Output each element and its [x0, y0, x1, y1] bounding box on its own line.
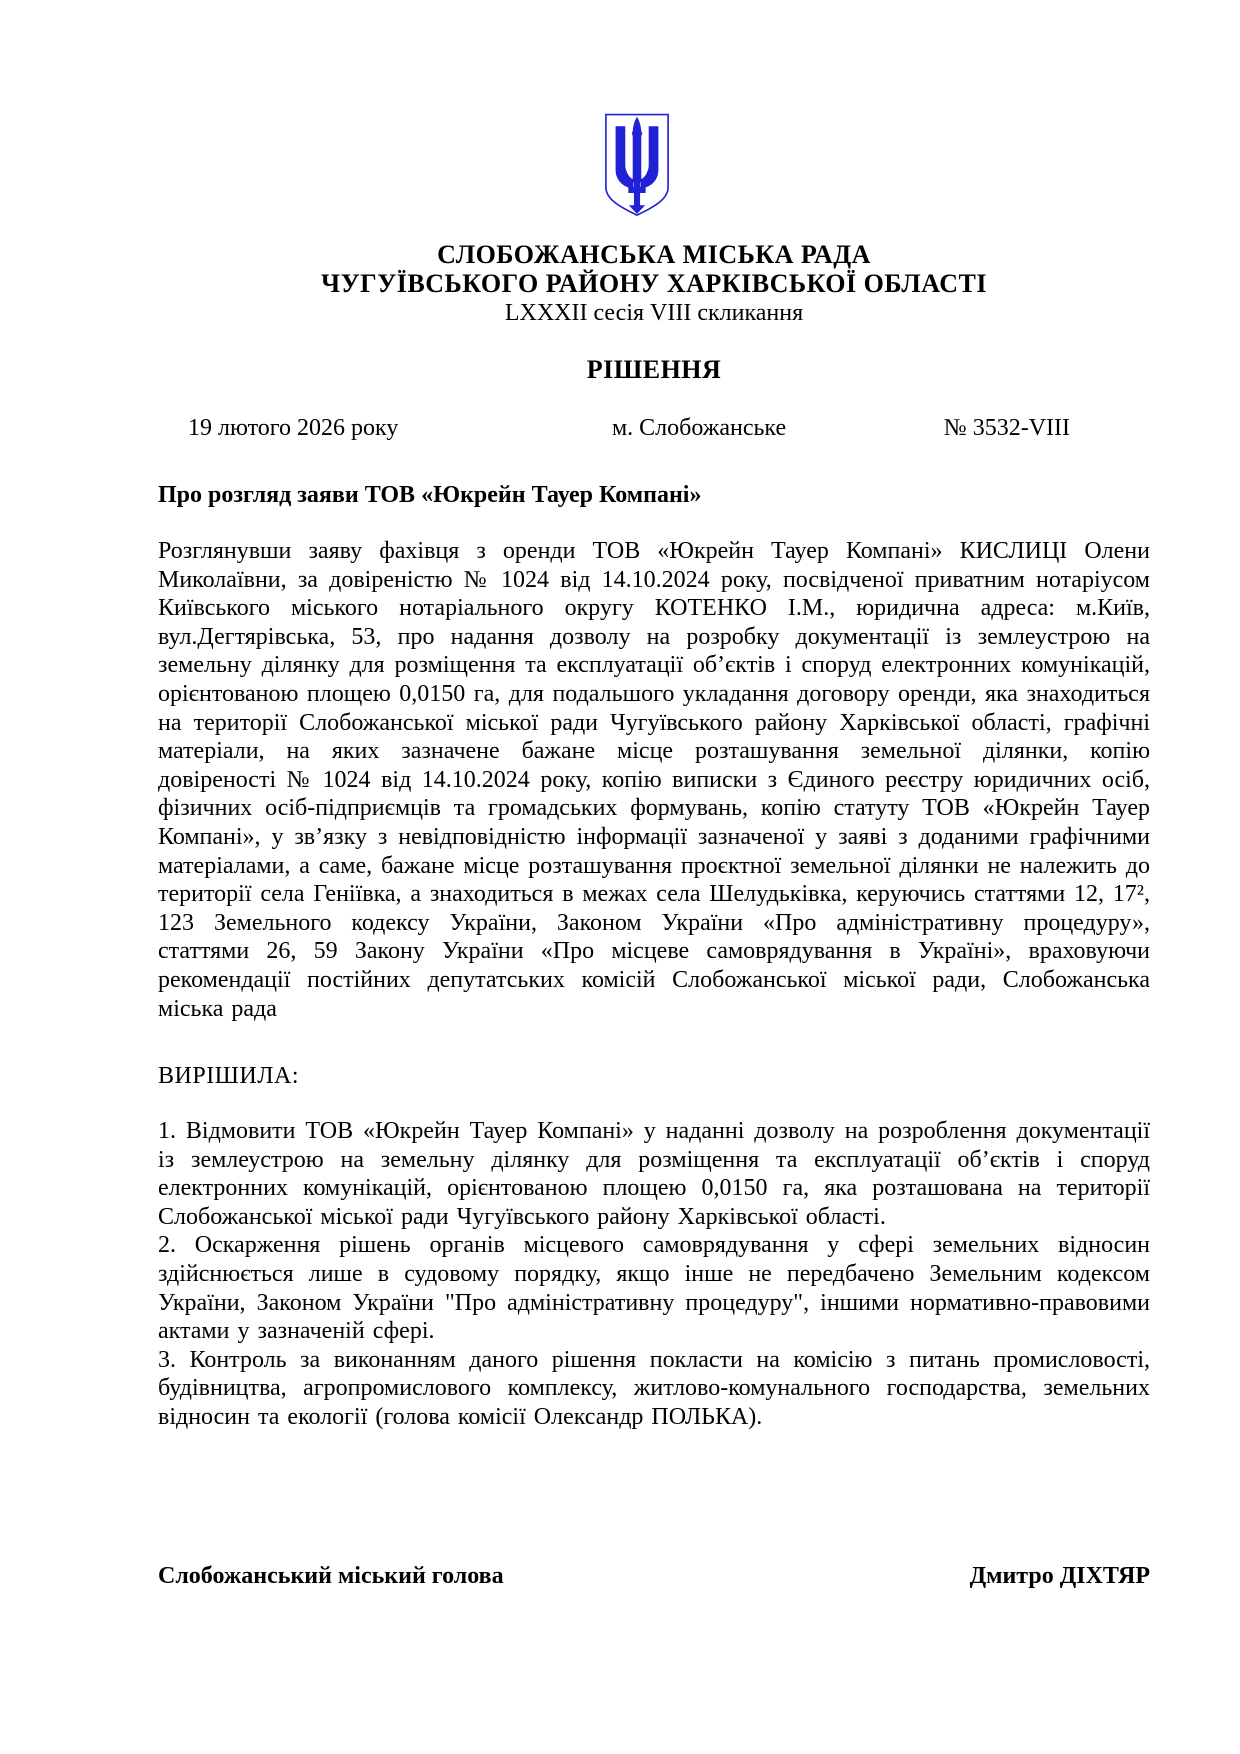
resolution-item-2: 2. Оскарження рішень органів місцевого самоврядування у сфері земельних відносин здійснюється лише в судовому порядку, якщо інше не передбачено Земельним кодексом України, Законом України "Про адміністративну процедуру", іншими нормативно-правовими актами у зазначеній сфері.: [158, 1232, 1150, 1345]
decision-date: 19 лютого 2026 року: [188, 415, 399, 441]
council-region-line: ЧУГУЇВСЬКОГО РАЙОНУ ХАРКІВСЬКОЇ ОБЛАСТІ: [321, 269, 987, 298]
resolution-items: [158, 1117, 1150, 1432]
subject-line: Про розгляд заяви ТОВ «Юкрейн Тауер Компані»: [158, 482, 702, 508]
decision-place: м. Слобожанське: [611, 415, 787, 441]
decision-number: № 3532-VIII: [943, 415, 1070, 441]
signatory-name: Дмитро ДІХТЯР: [969, 1563, 1150, 1589]
ukraine-trident-icon: [603, 112, 671, 218]
document-type-title: РІШЕННЯ: [586, 355, 722, 384]
resolution-word: ВИРІШИЛА:: [158, 1063, 299, 1090]
resolution-item-3: 3. Контроль за виконанням даного рішення покласти на комісію з питань промисловості, будівництва, агропромислового комплексу, житлово-комунального господарства, земельних відносин та екології (голова комісії Олександр ПОЛЬКА).: [158, 1346, 1150, 1431]
council-name-line: СЛОБОЖАНСЬКА МІСЬКА РАДА: [437, 240, 871, 269]
signature-row: [158, 1563, 1150, 1590]
preamble-paragraph: Розглянувши заяву фахівця з оренди ТОВ «Юкрейн Тауер Компані» КИСЛИЦІ Олени Миколаївни, за довіреністю № 1024 від 14.10.2024 року, посвідченої приватним нотаріусом Київського міського нотаріального округу КОТЕНКО І.М., юридична адреса: м.Київ, вул.Дегтярівська, 53, про надання дозволу на розробку документації із землеустрою на земельну ділянку для розміщення та експлуатації об’єктів і споруд електронних комунікацій, орієнтованою площею 0,0150 га, для подальшого укладання договору оренди, яка знаходиться на території Слобожанської міської ради Чугуївського району Харківської області, графічні матеріали, на яких зазначене бажане місце розташування земельної ділянки, копію довіреності № 1024 від 14.10.2024 року, копію виписки з Єдиного реєстру юридичних осіб, фізичних осіб-підприємців та громадських формувань, копію статуту ТОВ «Юкрейн Тауер Компані», у зв’язку з невідповідністю інформації зазначеної у заяві з доданими графічними матеріалами, а саме, бажане місце розташування проєктної земельної ділянки не належить до території села Геніївка, а знаходиться в межах села Шелудьківка, керуючись статтями 12, 17², 123 Земельного кодексу України, Законом України «Про адміністративну процедуру», статтями 26, 59 Закону України «Про місцеве самоврядування в Україні», враховуючи рекомендації постійних депутатських комісій Слобожанської міської ради, Слобожанська міська рада: [158, 538, 1150, 1022]
document-content: [0, 240, 1240, 1432]
emblem-container: [34, 0, 1240, 218]
signatory-title: Слобожанський міський голова: [158, 1563, 504, 1589]
meta-row: [158, 415, 1150, 442]
resolution-item-1: 1. Відмовити ТОВ «Юкрейн Тауер Компані» у наданні дозволу на розроблення документації із землеустрою на земельну ділянку для розміщення та експлуатації об’єктів і споруд електронних комунікацій, орієнтованою площею 0,0150 га, яка розташована на території Слобожанської міської ради Чугуївського району Харківської області.: [158, 1118, 1150, 1230]
session-line: LXXXII сесія VIII скликання: [504, 300, 804, 326]
